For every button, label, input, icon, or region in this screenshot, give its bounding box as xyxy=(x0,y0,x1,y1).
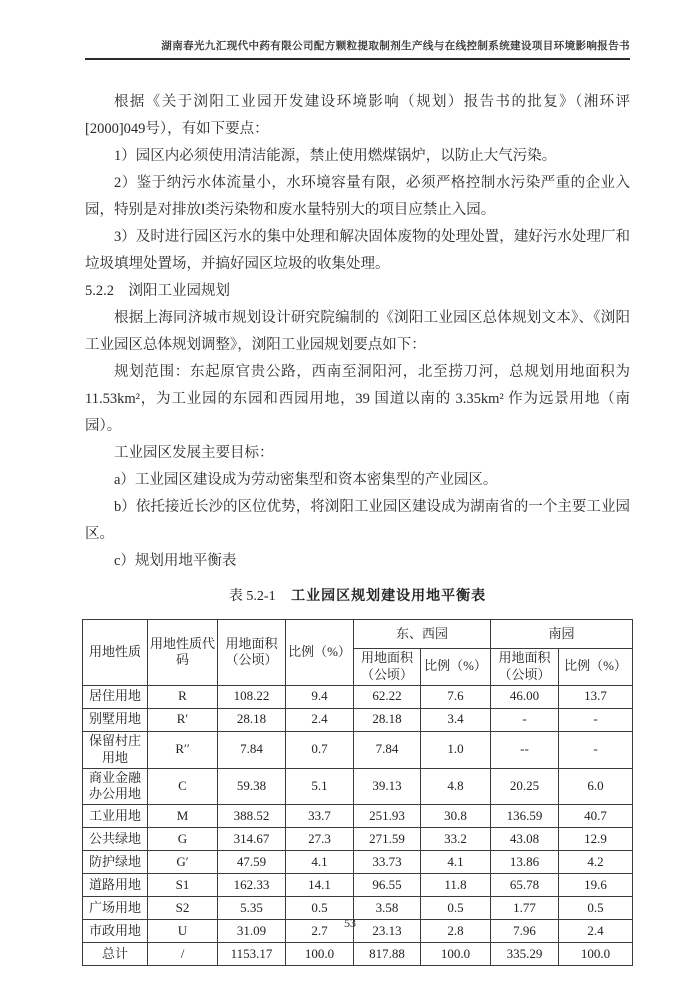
cell-s-area: 136.59 xyxy=(491,805,559,828)
col-group-east-west-park: 东、西园 xyxy=(354,620,491,649)
cell-s-area: 13.86 xyxy=(491,851,559,874)
cell-ew-ratio: 4.1 xyxy=(421,851,491,874)
cell-s-ratio: - xyxy=(559,708,633,731)
cell-nature: 市政用地 xyxy=(83,920,148,943)
cell-ew-ratio: 0.5 xyxy=(421,897,491,920)
cell-area: 7.84 xyxy=(218,731,286,768)
col-header-ratio: 比例（%） xyxy=(286,620,354,686)
cell-s-ratio: 40.7 xyxy=(559,805,633,828)
cell-s-ratio: 100.0 xyxy=(559,943,633,966)
cell-s-area: 20.25 xyxy=(491,768,559,805)
cell-s-ratio: 12.9 xyxy=(559,828,633,851)
col-header-land-code: 用地性质代码 xyxy=(148,620,218,686)
cell-ew-ratio: 4.8 xyxy=(421,768,491,805)
cell-nature: 公共绿地 xyxy=(83,828,148,851)
cell-ratio: 14.1 xyxy=(286,874,354,897)
cell-s-area: 65.78 xyxy=(491,874,559,897)
table-row xyxy=(83,708,633,731)
document-header xyxy=(85,38,630,60)
cell-ew-area: 96.55 xyxy=(354,874,421,897)
cell-ew-area: 271.59 xyxy=(354,828,421,851)
cell-s-ratio: 13.7 xyxy=(559,685,633,708)
cell-code: R′′ xyxy=(148,731,218,768)
cell-code: S1 xyxy=(148,874,218,897)
cell-code: C xyxy=(148,768,218,805)
cell-ew-area: 3.58 xyxy=(354,897,421,920)
cell-ratio: 100.0 xyxy=(286,943,354,966)
paragraph-goal-b: b）依托接近长沙的区位优势，将浏阳工业园区建设成为湖南省的一个主要工业园区。 xyxy=(85,499,630,542)
cell-s-area: - xyxy=(491,708,559,731)
cell-nature: 工业用地 xyxy=(83,805,148,828)
paragraph-point-3: 3）及时进行园区污水的集中处理和解决固体废物的处理处置，建好污水处理厂和垃圾填埋处置场，并搞好园区垃圾的收集处理。 xyxy=(85,229,630,272)
document-body xyxy=(85,89,630,966)
cell-s-ratio: 6.0 xyxy=(559,768,633,805)
cell-ratio: 5.1 xyxy=(286,768,354,805)
cell-code: G xyxy=(148,828,218,851)
cell-code: S2 xyxy=(148,897,218,920)
cell-s-area: 1.77 xyxy=(491,897,559,920)
cell-s-area: 335.29 xyxy=(491,943,559,966)
cell-nature: 别墅用地 xyxy=(83,708,148,731)
cell-ew-ratio: 3.4 xyxy=(421,708,491,731)
cell-code: R xyxy=(148,685,218,708)
cell-area: 1153.17 xyxy=(218,943,286,966)
cell-ratio: 9.4 xyxy=(286,685,354,708)
table-caption xyxy=(85,582,630,610)
cell-area: 59.38 xyxy=(218,768,286,805)
cell-s-area: 43.08 xyxy=(491,828,559,851)
paragraph-point-1: 1）园区内必须使用清洁能源，禁止使用燃煤锅炉，以防止大气污染。 xyxy=(114,148,557,164)
cell-ratio: 27.3 xyxy=(286,828,354,851)
cell-code: R′ xyxy=(148,708,218,731)
cell-area: 388.52 xyxy=(218,805,286,828)
cell-ratio: 0.7 xyxy=(286,731,354,768)
cell-ew-ratio: 33.2 xyxy=(421,828,491,851)
cell-nature: 商业金融办公用地 xyxy=(83,768,148,805)
col-header-land-area: 用地面积（公顷） xyxy=(218,620,286,686)
cell-ew-ratio: 1.0 xyxy=(421,731,491,768)
col-header-ew-ratio: 比例（%） xyxy=(421,649,491,686)
table-row xyxy=(83,731,633,768)
paragraph-goal-c: c）规划用地平衡表 xyxy=(114,553,237,569)
table-row xyxy=(83,768,633,805)
cell-area: 108.22 xyxy=(218,685,286,708)
paragraph-goals-intro: 工业园区发展主要目标： xyxy=(114,445,274,461)
cell-ew-area: 28.18 xyxy=(354,708,421,731)
cell-nature: 广场用地 xyxy=(83,897,148,920)
header-title: 湖南春光九汇现代中药有限公司配方颗粒提取制剂生产线与在线控制系统建设项目环境影响报告书 xyxy=(161,41,630,52)
paragraph-planning-basis: 根据上海同济城市规划设计研究院编制的《浏阳工业园区总体规划文本》、《浏阳工业园区总体规划调整》，浏阳工业园规划要点如下： xyxy=(85,310,630,353)
paragraph-intro: 根据《关于浏阳工业园开发建设环境影响（规划）报告书的批复》（湘环评[2000]049号），有如下要点： xyxy=(85,94,630,137)
section-heading-5-2-2: 5.2.2 浏阳工业园规划 xyxy=(85,283,230,299)
cell-area: 47.59 xyxy=(218,851,286,874)
paragraph-point-2: 2）鉴于纳污水体流量小，水环境容量有限，必须严格控制水污染严重的企业入园，特别是对排放Ⅰ类污染物和废水量特别大的项目应禁止入园。 xyxy=(85,175,630,218)
col-header-ew-area: 用地面积（公顷） xyxy=(354,649,421,686)
cell-s-ratio: 0.5 xyxy=(559,897,633,920)
cell-nature: 道路用地 xyxy=(83,874,148,897)
col-header-land-nature: 用地性质 xyxy=(83,620,148,686)
cell-ew-area: 251.93 xyxy=(354,805,421,828)
cell-code: M xyxy=(148,805,218,828)
table-row xyxy=(83,851,633,874)
table-row xyxy=(83,828,633,851)
cell-s-area: 7.96 xyxy=(491,920,559,943)
table-caption-title: 工业园区规划建设用地平衡表 xyxy=(291,587,487,603)
cell-nature: 居住用地 xyxy=(83,685,148,708)
table-row-total xyxy=(83,943,633,966)
paragraph-goal-a: a）工业园区建设成为劳动密集型和资本密集型的产业园区。 xyxy=(114,472,498,488)
cell-area: 28.18 xyxy=(218,708,286,731)
cell-nature: 防护绿地 xyxy=(83,851,148,874)
cell-code: / xyxy=(148,943,218,966)
cell-ew-area: 62.22 xyxy=(354,685,421,708)
cell-code: U xyxy=(148,920,218,943)
paragraph-planning-scope: 规划范围：东起原官贵公路，西南至洞阳河，北至捞刀河，总规划用地面积为11.53km²，为工业园的东园和西园用地，39 国道以南的 3.35km² 作为远景用地（南园）。 xyxy=(85,364,630,434)
cell-s-ratio: 4.2 xyxy=(559,851,633,874)
col-header-s-ratio: 比例（%） xyxy=(559,649,633,686)
cell-ratio: 2.4 xyxy=(286,708,354,731)
table-row xyxy=(83,805,633,828)
cell-ew-ratio: 11.8 xyxy=(421,874,491,897)
cell-ew-ratio: 30.8 xyxy=(421,805,491,828)
cell-s-ratio: - xyxy=(559,731,633,768)
cell-ew-area: 33.73 xyxy=(354,851,421,874)
cell-code: G′ xyxy=(148,851,218,874)
cell-ew-ratio: 100.0 xyxy=(421,943,491,966)
cell-ew-area: 23.13 xyxy=(354,920,421,943)
table-row xyxy=(83,685,633,708)
cell-ratio: 2.7 xyxy=(286,920,354,943)
cell-ratio: 0.5 xyxy=(286,897,354,920)
cell-s-area: 46.00 xyxy=(491,685,559,708)
cell-area: 162.33 xyxy=(218,874,286,897)
col-group-south-park: 南园 xyxy=(491,620,633,649)
cell-area: 314.67 xyxy=(218,828,286,851)
cell-ratio: 4.1 xyxy=(286,851,354,874)
cell-nature: 总计 xyxy=(83,943,148,966)
cell-ew-area: 7.84 xyxy=(354,731,421,768)
cell-s-area: -- xyxy=(491,731,559,768)
cell-area: 5.35 xyxy=(218,897,286,920)
cell-s-ratio: 2.4 xyxy=(559,920,633,943)
cell-ew-ratio: 7.6 xyxy=(421,685,491,708)
cell-nature: 保留村庄用地 xyxy=(83,731,148,768)
cell-ew-area: 39.13 xyxy=(354,768,421,805)
land-use-balance-table xyxy=(82,619,633,966)
cell-area: 31.09 xyxy=(218,920,286,943)
table-caption-number: 表 5.2-1 xyxy=(228,589,276,604)
col-header-s-area: 用地面积（公顷） xyxy=(491,649,559,686)
cell-ew-ratio: 2.8 xyxy=(421,920,491,943)
cell-s-ratio: 19.6 xyxy=(559,874,633,897)
cell-ratio: 33.7 xyxy=(286,805,354,828)
cell-ew-area: 817.88 xyxy=(354,943,421,966)
page-number: 53 xyxy=(344,916,356,930)
table-row xyxy=(83,874,633,897)
